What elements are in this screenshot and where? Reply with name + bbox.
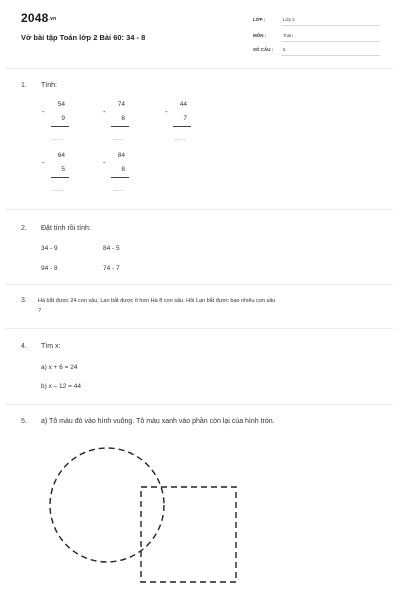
dashed-circle[interactable]: [50, 448, 164, 562]
equation-b: b) x – 12 = 44: [41, 383, 81, 390]
minuend: 64: [57, 152, 65, 159]
question-text: Hà bắt được 24 con sâu, Lan bắt được ít hơn Hà 8 con sâu. Hỏi Lan bắt được bao nhiêu con sâu: [38, 298, 276, 304]
subtrahend: 9: [61, 115, 65, 122]
minus-sign: -: [42, 158, 45, 167]
minus-sign: -: [165, 107, 168, 116]
minus-sign: -: [103, 107, 106, 116]
answer-blank[interactable]: ......: [53, 187, 64, 193]
minuend: 54: [57, 101, 65, 108]
minuend: 74: [117, 101, 125, 108]
info-label-subject: MÔN :: [253, 33, 267, 38]
info-value-class: Lớp 2: [283, 17, 295, 22]
answer-blank[interactable]: ......: [113, 136, 124, 142]
exercise-item: 94 - 8: [41, 265, 58, 272]
info-label-count: SỐ CÂU :: [253, 47, 274, 52]
question-text: Tính:: [41, 82, 57, 89]
exercise-item: 84 - 5: [103, 245, 120, 252]
answer-blank[interactable]: ......: [175, 136, 186, 142]
question-number: 5.: [21, 418, 27, 425]
subtrahend: 5: [61, 166, 65, 173]
question-number: 3.: [21, 297, 27, 304]
question-text: a) Tô màu đỏ vào hình vuông. Tô màu xanh vào phần còn lại của hình tròn.: [41, 418, 275, 425]
subtrahend: 6: [121, 115, 125, 122]
question-number: 4.: [21, 343, 27, 350]
question-text-continued: ?: [38, 308, 42, 314]
site-logo[interactable]: 2048.vn: [21, 11, 57, 25]
exercise-item: 34 - 9: [41, 245, 58, 252]
subtrahend: 7: [183, 115, 187, 122]
info-value-subject: Toán: [283, 33, 293, 38]
equation-a: a) x + 6 = 24: [41, 364, 78, 371]
question-number: 2.: [21, 225, 27, 232]
info-label-class: LỚP :: [253, 17, 266, 22]
question-text: Tìm x:: [41, 343, 61, 350]
minus-sign: -: [42, 107, 45, 116]
minuend: 84: [117, 152, 125, 159]
minuend: 44: [179, 101, 187, 108]
exercise-item: 74 - 7: [103, 265, 120, 272]
answer-blank[interactable]: ......: [113, 187, 124, 193]
minus-sign: -: [103, 158, 106, 167]
answer-blank[interactable]: ......: [53, 136, 64, 142]
subtrahend: 8: [121, 166, 125, 173]
question-text: Đặt tính rồi tính:: [41, 225, 91, 232]
question-number: 1.: [21, 82, 27, 89]
info-value-count: 5: [283, 47, 286, 52]
worksheet-title: Vở bài tập Toán lớp 2 Bài 60: 34 - 8: [21, 33, 146, 42]
